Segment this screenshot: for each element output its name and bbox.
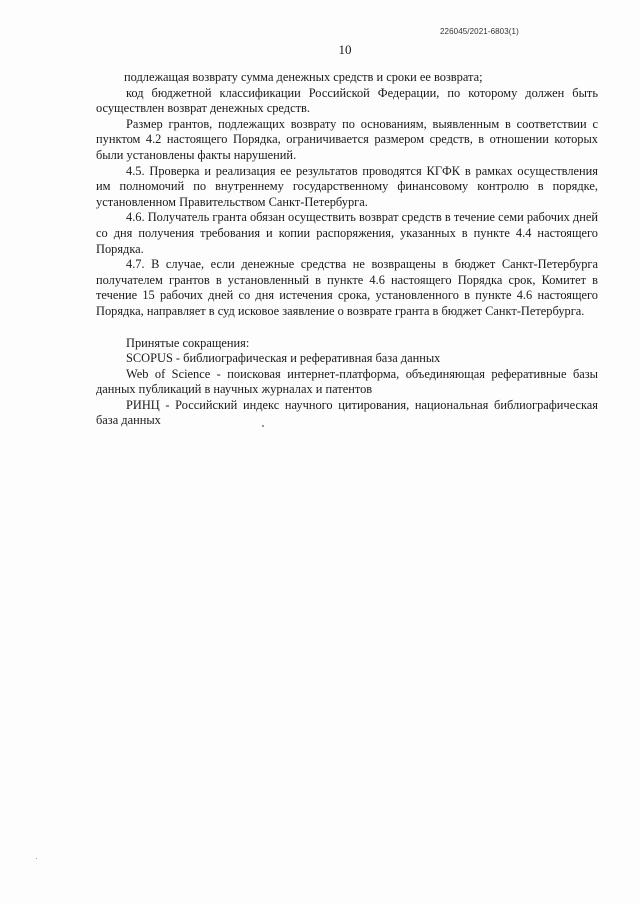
paragraph-grant-size: Размер грантов, подлежащих возврату по основаниям, выявленным в соответствии с пунктом 4.2 настоящего Порядка, ограничивается размером средств, в отношении которых были установлены факты нарушений. [96, 116, 598, 162]
document-id: 226045/2021-6803(1) [440, 27, 519, 36]
document-body [96, 70, 598, 429]
abbreviation-web-of-science: Web of Science - поисковая интернет-платформа, объединяющая реферативные базы данных публикаций в научных журналах и патентов [96, 366, 598, 397]
paragraph-refund-amount: подлежащая возврату сумма денежных средств и сроки ее возврата; [124, 70, 483, 84]
page-number: 10 [338, 42, 352, 57]
abbreviations-section [96, 336, 598, 430]
abbreviation-scopus: SCOPUS - библиографическая и реферативная база данных [126, 351, 441, 366]
paragraph-budget-code: код бюджетной классификации Российской Федерации, по которому должен быть осуществлен возврат денежных средств. [96, 85, 598, 116]
scan-speck [36, 858, 37, 859]
paragraph-4-5: 4.5. Проверка и реализация ее результатов проводятся КГФК в рамках осуществления им полномочий по внутреннему государственному финансовому контролю в порядке, установленном Правительством Санкт-Петербурга. [96, 163, 598, 209]
paragraph-4-7: 4.7. В случае, если денежные средства не возвращены в бюджет Санкт-Петербурга получателем грантов в установленный в пункте 4.6 настоящего Порядка срок, Комитет в течение 15 рабочих дней со дня истечения срока, установленного в пункте 4.6 настоящего Порядка, направляет в суд исковое заявление о возврате гранта в бюджет Санкт-Петербурга. [96, 257, 598, 318]
paragraph-4-6: 4.6. Получатель гранта обязан осуществить возврат средств в течение семи рабочих дней со дня получения требования и копии распоряжения, указанных в пункте 4.4 настоящего Порядка. [96, 210, 598, 256]
scan-speck [262, 425, 264, 427]
section-gap [96, 320, 598, 336]
abbreviations-heading: Принятые сокращения: [126, 335, 250, 350]
abbreviation-rinc: РИНЦ - Российский индекс научного цитирования, национальная библиографическая база данных [96, 397, 598, 428]
